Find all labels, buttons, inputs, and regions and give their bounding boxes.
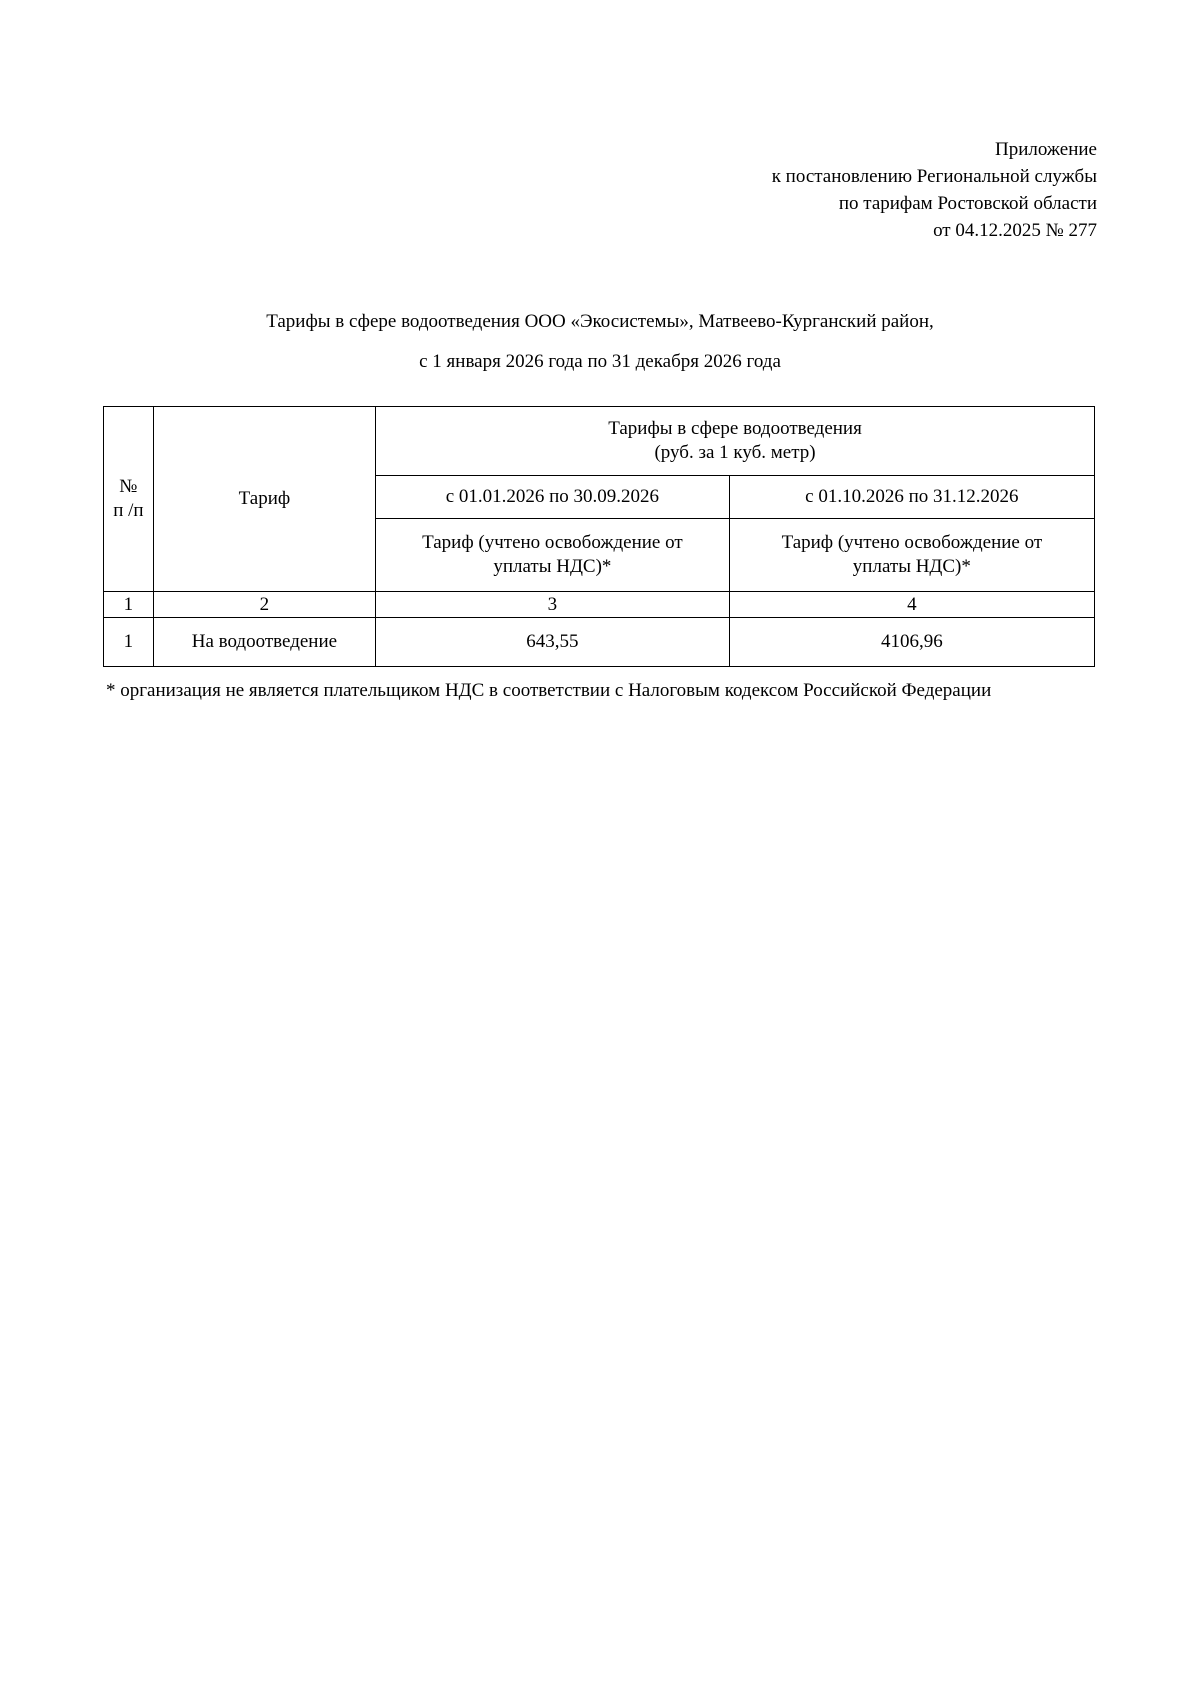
header-group-cell	[376, 407, 1095, 476]
index-cell-3: 3	[376, 592, 730, 618]
table-header-row	[104, 407, 1095, 476]
header-group-title: Тарифы в сфере водоотведения	[608, 418, 862, 439]
subheader-a-line-1: Тариф (учтено освобождение от	[422, 532, 683, 553]
header-number-cell	[104, 407, 154, 592]
header-period-b: с 01.10.2026 по 31.12.2026	[729, 476, 1094, 519]
header-group-unit: (руб. за 1 куб. метр)	[654, 442, 816, 463]
subheader-b	[729, 519, 1094, 592]
subheader-a-line-2: уплаты НДС)*	[493, 556, 612, 577]
footnote: * организация не является плательщиком НДС в соответствии с Налоговым кодексом Российской Федерации	[106, 680, 992, 701]
table-row	[104, 618, 1095, 667]
subheader-a	[376, 519, 730, 592]
index-cell-4: 4	[729, 592, 1094, 618]
index-cell-1: 1	[104, 592, 154, 618]
row-number: 1	[104, 618, 154, 667]
tariff-table	[103, 406, 1095, 667]
appendix-header	[497, 136, 1097, 244]
document-title-period: с 1 января 2026 года по 31 декабря 2026 года	[419, 351, 781, 372]
row-tariff-name: На водоотведение	[153, 618, 375, 667]
header-tariff-name-cell: Тариф	[153, 407, 375, 592]
appendix-line-1: Приложение	[995, 139, 1097, 160]
row-value-a: 643,55	[376, 618, 730, 667]
header-period-a: с 01.01.2026 по 30.09.2026	[376, 476, 730, 519]
appendix-line-4: от 04.12.2025 № 277	[933, 220, 1097, 241]
index-cell-2: 2	[153, 592, 375, 618]
header-number-label: п /п	[113, 500, 144, 521]
appendix-line-2: к постановлению Региональной службы	[771, 166, 1097, 187]
subheader-b-line-1: Тариф (учтено освобождение от	[781, 532, 1043, 553]
row-value-b: 4106,96	[729, 618, 1094, 667]
appendix-line-3: по тарифам Ростовской области	[838, 193, 1097, 214]
subheader-b-line-2: уплаты НДС)*	[852, 556, 971, 577]
table-index-row	[104, 592, 1095, 618]
header-number-symbol: №	[119, 476, 138, 497]
document-title: Тарифы в сфере водоотведения ООО «Экосистемы», Матвеево-Курганский район,	[266, 311, 934, 332]
